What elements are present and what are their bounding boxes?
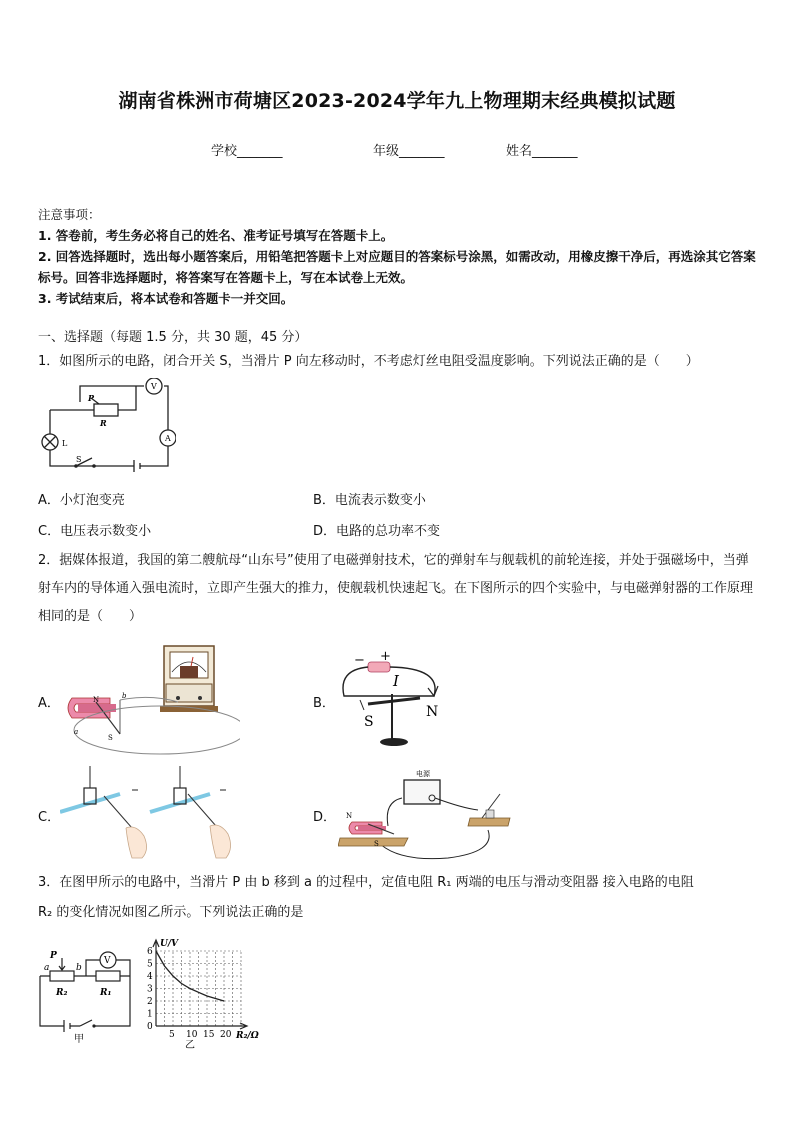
power-supply-label: 电源: [416, 770, 430, 778]
q2-label-a: A．: [38, 696, 60, 711]
q2-figure-b: [338, 648, 448, 748]
q3-label-p: P: [50, 951, 57, 961]
ammeter-label: A: [165, 434, 171, 443]
y-tick-label: 6: [147, 947, 153, 957]
grade-field: 年级_______: [373, 144, 445, 159]
notes-item: 1. 答卷前，考生务必将自己的姓名、准考证号填写在答题卡上。: [38, 228, 394, 243]
fig-a-a-label: a: [74, 728, 79, 736]
question-3-stem-line-1: 3．在图甲所示的电路中，当滑片 P 由 b 移到 a 的过程中，定值电阻 R₁ 两端的电压与滑动变阻器 接入电路的电阻: [38, 875, 694, 890]
q2-figure-c: [60, 766, 250, 861]
fig-b-plus: +: [380, 649, 391, 664]
fig-a-s-label: S: [108, 734, 113, 742]
q3-label-r2: R₂: [56, 988, 68, 998]
q2-label-d: D．: [313, 810, 337, 825]
q2-label-b: B．: [313, 696, 335, 711]
q3-graph-figure: [136, 934, 266, 1050]
q1-option-b: B．电流表示数变小: [313, 493, 426, 508]
q1-option-c: C．电压表示数变小: [38, 524, 152, 539]
q3-graph-caption: 乙: [185, 1040, 195, 1050]
question-1-stem: 1．如图所示的电路，闭合开关 S，当滑片 P 向左移动时，不考虑灯丝电阻受温度影响。下列说法正确的是（ ）: [38, 354, 699, 369]
fig-a-n-label: N: [93, 696, 100, 704]
label-r: R: [100, 418, 107, 428]
q3-voltmeter-label: V: [104, 956, 111, 966]
x-tick-label: 10: [186, 1030, 198, 1040]
fig-b-minus: −: [354, 653, 365, 668]
q1-option-a: A．小灯泡变亮: [38, 493, 125, 508]
q3-label-b: b: [76, 963, 82, 973]
x-tick-label: 5: [169, 1030, 175, 1040]
q3-circuit-figure: [36, 950, 136, 1045]
fig-b-n-label: N: [426, 704, 439, 720]
y-tick-label: 1: [147, 1009, 153, 1020]
q3-label-r1: R₁: [100, 988, 112, 998]
page-title: 湖南省株洲市荷塘区2023-2024学年九上物理期末经典模拟试题: [118, 90, 676, 112]
fig-b-s-label: S: [364, 714, 374, 730]
y-tick-label: 4: [147, 972, 153, 982]
chart-grid: [156, 951, 241, 1026]
lamp-label: L: [62, 439, 68, 448]
q1-option-d: D．电路的总功率不变: [313, 524, 441, 539]
name-field: 姓名_______: [506, 144, 578, 159]
notes-item: 2. 回答选择题时，选出每小题答案后，用铅笔把答题卡上对应题目的答案标号涂黑，如需改动，用橡皮擦干净后，再选涂其它答案标号。回答非选择题时，将答案写在答题卡上，写在本试卷上无效。: [38, 249, 756, 285]
q2-figure-d: [338, 766, 520, 866]
x-tick-label: 20: [220, 1030, 232, 1040]
y-tick-label: 0: [147, 1022, 153, 1032]
voltmeter-label: V: [151, 382, 157, 391]
fig-b-current: I: [393, 672, 399, 690]
q3-label-a: a: [44, 963, 50, 973]
fig-a-b-label: b: [122, 692, 127, 700]
q3-circuit-caption: 甲: [74, 1034, 84, 1045]
section-heading: 一、选择题（每题 1.5 分，共 30 题，45 分）: [38, 330, 308, 345]
notes-item: 3. 考试结束后，将本试卷和答题卡一并交回。: [38, 291, 294, 306]
question-2-stem: 2．据媒体报道，我国的第二艘航母“山东号”使用了电磁弹射技术，它的弹射车与舰载机的前轮连接，并处于强磁场中，当弹射车内的导体通入强电流时，立即产生强大的推力，使舰载机快速起飞。在下图所示的四个实验中，与电磁弹射器的工作原理相同的是（ ）: [38, 553, 754, 624]
question-3-stem-line-2: R₂ 的变化情况如图乙所示。下列说法正确的是: [38, 905, 304, 920]
fig-d-s-label: S: [374, 840, 379, 848]
notes-block: [38, 204, 760, 309]
q1-circuit-figure: [36, 378, 176, 473]
y-tick-label: 5: [147, 959, 153, 970]
y-tick-label: 3: [147, 984, 153, 995]
q2-label-c: C．: [38, 810, 61, 825]
notes-heading: 注意事项：: [38, 207, 101, 222]
y-axis-label: U/V: [160, 939, 179, 949]
q2-figure-a: [60, 642, 240, 760]
switch-label: S: [76, 455, 82, 464]
x-axis-label: R₂/Ω: [236, 1031, 259, 1041]
label-p: P: [88, 393, 95, 403]
x-tick-label: 15: [203, 1030, 215, 1040]
fig-d-n-label: N: [346, 812, 353, 820]
y-tick-label: 2: [147, 997, 153, 1007]
school-field: 学校_______: [211, 144, 283, 159]
